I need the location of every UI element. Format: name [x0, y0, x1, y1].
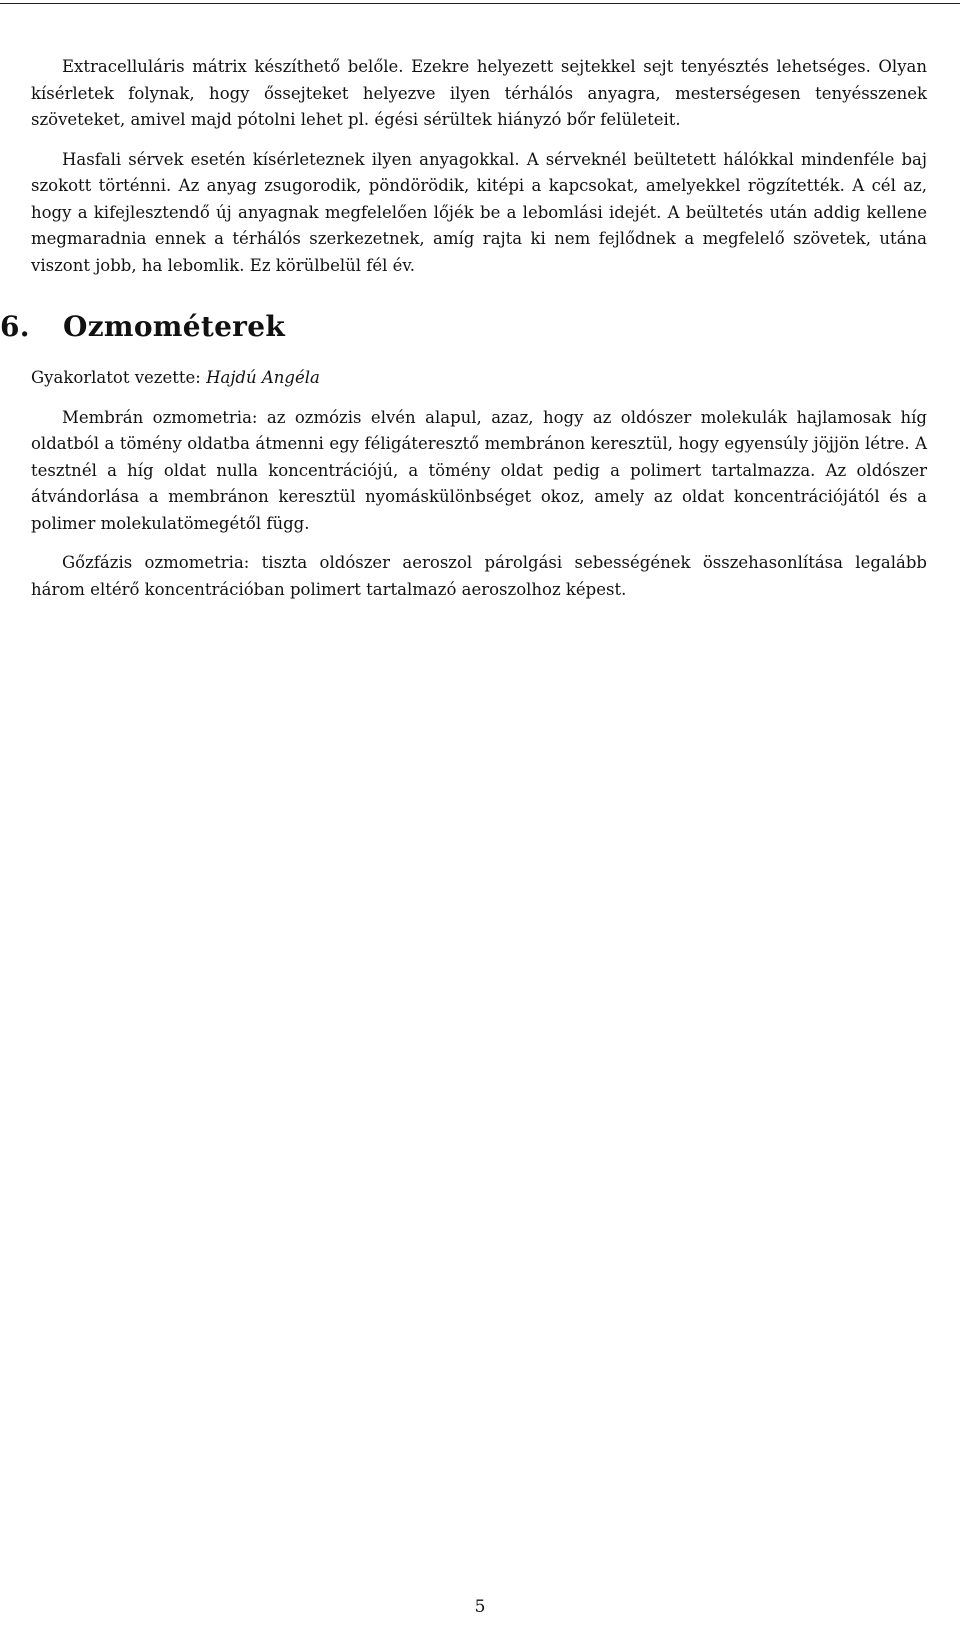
section-title: Ozmométerek — [63, 310, 286, 343]
document-body — [0, 54, 927, 616]
paragraph-4-text: Gőzfázis ozmometria: tiszta oldószer aeroszol párolgási sebességének összehasonlítása legalább három eltérő koncentrációban polimert tartalmazó aeroszolhoz képest. — [31, 553, 927, 599]
paragraph-1 — [31, 54, 927, 134]
paragraph-4 — [31, 550, 927, 603]
section-number: 6. — [0, 310, 30, 343]
paragraph-1-text: Extracelluláris mátrix készíthető belőle. Ezekre helyezett sejtekkel sejt tenyésztés lehetséges. Olyan kísérletek folynak, hogy őssejteket helyezve ilyen térhálós anyagra, mesterségesen tenyésszenek szöveteket, amivel majd pótolni lehet pl. égési sérültek hiányzó bőr felületeit. — [31, 57, 927, 129]
top-rule — [0, 3, 960, 4]
page-number: 5 — [474, 1597, 486, 1617]
paragraph-3 — [31, 405, 927, 538]
author-line — [31, 365, 927, 392]
author-name: Hajdú Angéla — [206, 368, 320, 387]
paragraph-2 — [31, 147, 927, 280]
section-heading — [0, 310, 927, 344]
paragraph-2-text: Hasfali sérvek esetén kísérleteznek ilyen anyagokkal. A sérveknél beültetett hálókkal mindenféle baj szokott történni. Az anyag zsugorodik, pöndörödik, kitépi a kapcsokat, amelyekkel rögzítették. A cél az, hogy a kifejlesztendő új anyagnak megfelelően lőjék be a lebomlási idejét. A beültetés után addig kellene megmaradnia ennek a térhálós szerkezetnek, amíg rajta ki nem fejlődnek a megfelelő szövetek, utána viszont jobb, ha lebomlik. Ez körülbelül fél év. — [31, 149, 927, 275]
paragraph-3-text: Membrán ozmometria: az ozmózis elvén alapul, azaz, hogy az oldószer molekulák hajlamosak híg oldatból a tömény oldatba átmenni egy féligáteresztő membránon keresztül, hogy egyensúly jöjjön létre. A tesztnél a híg oldat nulla koncentrációjú, a tömény oldat pedig a polimert tartalmazza. Az oldószer átvándorlása a membránon keresztül nyomáskülönbséget okoz, amely az oldat koncentrációjától és a polimer molekulatömegétől függ. — [31, 407, 927, 533]
author-label: Gyakorlatot vezette: — [31, 368, 201, 387]
